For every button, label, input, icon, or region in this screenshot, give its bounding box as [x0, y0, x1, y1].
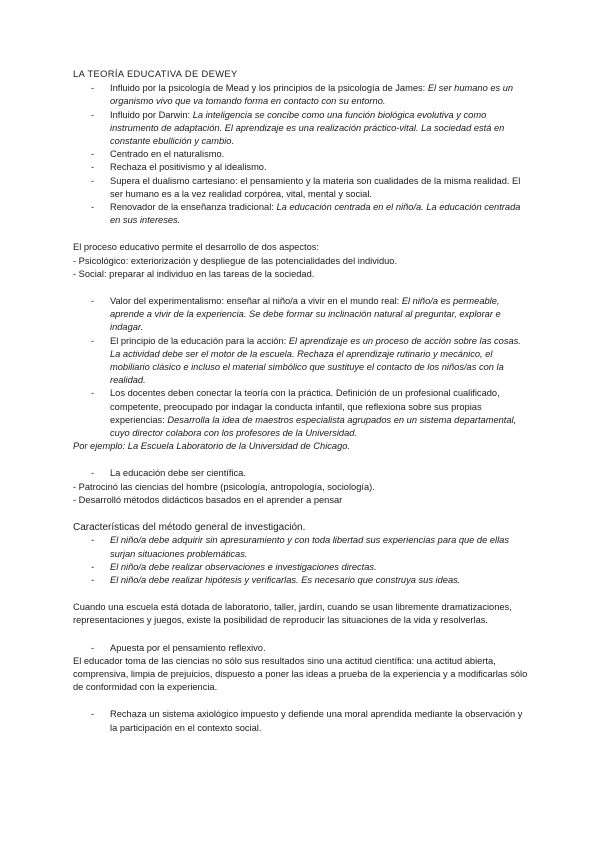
- science-list: [73, 467, 528, 480]
- final-list: [73, 708, 528, 734]
- list-item: - Centrado en el naturalismo.: [73, 148, 528, 161]
- list-item: - Influido por la psicología de Mead y los principios de la psicología de James: El ser humano es un organismo vivo que va tomando forma en contacto con su entorno.: [73, 82, 528, 108]
- list-item: - Valor del experimentalismo: enseñar al niño/a a vivir en el mundo real: El niño/a es permeable, aprende a vivir de la experiencia. Se debe formar su inclinación natural al preguntar, explorar e indagar.: [73, 295, 528, 335]
- list-item: - Los docentes deben conectar la teoría con la práctica. Definición de un profesional cualificado, competente, preocupado por indagar la conducta infantil, que reflexiona sobre sus propias experiencias: Desarrolla la idea de maestros especialista agrupados en un sistema departamental, cuyo director colabora con los profesores de la Universidad.: [73, 387, 528, 440]
- influences-list: [73, 82, 528, 227]
- list-item: - El niño/a debe realizar observaciones e investigaciones directas.: [73, 561, 528, 574]
- reflexive-paragraph: El educador toma de las ciencias no sólo sus resultados sino una actitud científica: una actitud abierta, comprensiva, limpia de prejuicios, dispuesto a poner las ideas a prueba de la experiencia y a modificarlas sólo de conformidad con la experiencia.: [73, 655, 528, 693]
- science-line-2: - Desarrolló métodos didácticos basados en el aprender a pensar: [73, 494, 343, 505]
- list-item: - Supera el dualismo cartesiano: el pensamiento y la materia son cualidades de la misma realidad. El ser humano es a la vez realidad corpórea, vital, mental y social.: [73, 175, 528, 201]
- list-item: - Rechaza el positivismo y al idealismo.: [73, 161, 528, 174]
- list-item: - El niño/a debe adquirir sin apresuramiento y con toda libertad sus experiencias para que de ellas surjan situaciones problemáticas.: [73, 534, 528, 560]
- method-list: [73, 534, 528, 587]
- list-item: - Renovador de la enseñanza tradicional: La educación centrada en el niño/a. La educación centrada en sus intereses.: [73, 201, 528, 227]
- list-item: - El principio de la educación para la acción: El aprendizaje es un proceso de acción sobre las cosas. La actividad debe ser el motor de la escuela. Rechaza el aprendizaje rutinario y mecánico, el mobiliario clásico e incluso el material simbólico que sustituye el contacto de los niños/as con la realidad.: [73, 335, 528, 388]
- list-item: - Influido por Darwin: La inteligencia se concibe como una función biológica evolutiva y como instrumento de adaptación. El aprendizaje es una realización práctico-vital. La sociedad está en constante ebullición y cambio.: [73, 109, 528, 149]
- method-heading: Características del método general de investigación.: [73, 522, 306, 534]
- science-line-1: - Patrocinó las ciencias del hombre (psicología, antropología, sociología).: [73, 481, 375, 492]
- principles-list: [73, 295, 528, 440]
- process-intro: El proceso educativo permite el desarrollo de dos aspectos:: [73, 242, 319, 253]
- process-psychological: - Psicológico: exteriorización y despliegue de las potencialidades del individuo.: [73, 255, 398, 266]
- document-page: [73, 68, 528, 735]
- list-item: - Rechaza un sistema axiológico impuesto y defiende una moral aprendida mediante la observación y la participación en el contexto social.: [73, 708, 528, 734]
- reflexive-list: [73, 642, 528, 655]
- process-social: - Social: preparar al individuo en las tareas de la sociedad.: [73, 268, 315, 279]
- page-title: LA TEORÍA EDUCATIVA DE DEWEY: [73, 69, 238, 79]
- example-line: Por ejemplo: La Escuela Laboratorio de la Universidad de Chicago.: [73, 441, 351, 452]
- list-item: - La educación debe ser científica.: [73, 467, 528, 480]
- school-paragraph: Cuando una escuela está dotada de laboratorio, taller, jardín, cuando se usan libremente dramatizaciones, representaciones y juegos, existe la posibilidad de reproducir las situaciones de la vida y resolverlas.: [73, 602, 512, 626]
- list-item: - El niño/a debe realizar hipótesis y verificarlas. Es necesario que construya sus ideas.: [73, 574, 528, 587]
- list-item: - Apuesta por el pensamiento reflexivo.: [73, 642, 528, 655]
